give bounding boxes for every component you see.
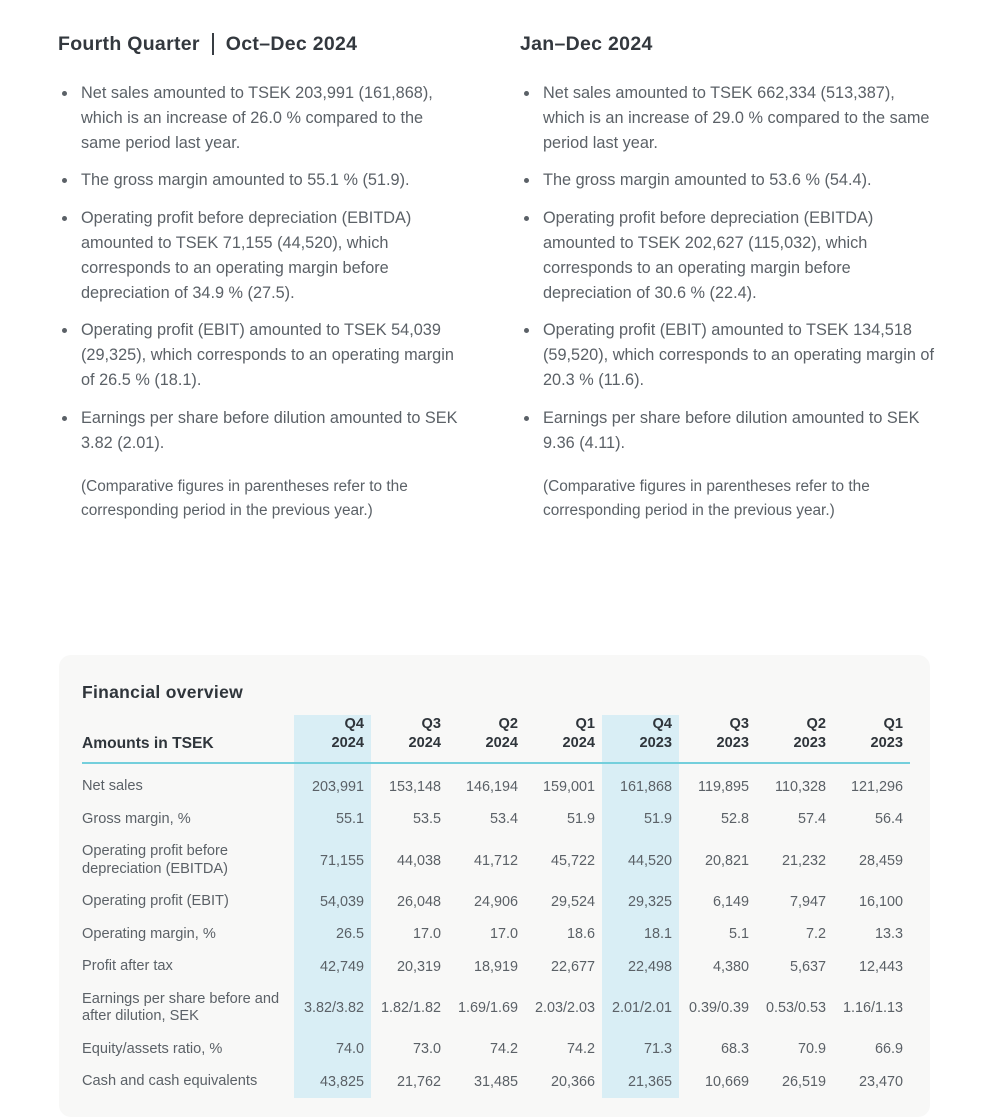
table-cell: 68.3 [720, 1041, 749, 1058]
column-header-q4-2024: Q4 2024 [294, 715, 371, 763]
table-cell: 74.2 [566, 1041, 595, 1058]
row-label: Profit after tax [82, 958, 173, 974]
table-cell: 45,722 [550, 852, 595, 869]
bullet-item: Operating profit before depreciation (EBITDA) amounted to TSEK 71,155 (44,520), which corresponds to an operating margin before depreciation of 34.9 % (27.5). [58, 206, 458, 305]
table-cell: 10,669 [704, 1073, 749, 1090]
table-row [82, 836, 910, 886]
table-cell: 70.9 [797, 1041, 826, 1058]
table-cell: 17.0 [489, 926, 518, 943]
column-header-q1-2023: Q1 2023 [833, 715, 910, 763]
column-header-q4-2023: Q4 2023 [602, 715, 679, 763]
table-cell: 21,762 [396, 1073, 441, 1090]
table-cell: 29,524 [550, 893, 595, 910]
row-label: Operating profit before depreciation (EBITDA) [82, 843, 229, 877]
row-label: Equity/assets ratio, % [82, 1040, 223, 1057]
table-cell: 51.9 [566, 811, 595, 828]
table-cell: 52.8 [720, 811, 749, 828]
bullet-item: Earnings per share before dilution amounted to SEK 3.82 (2.01). [58, 406, 458, 456]
financial-overview-title: Financial overview [82, 682, 244, 702]
table-cell: 1.69/1.69 [457, 1000, 518, 1016]
table-cell: 22,677 [550, 958, 595, 975]
table-cell: 41,712 [473, 852, 518, 869]
table-cell: 66.9 [874, 1041, 903, 1058]
table-row [82, 918, 910, 951]
row-header-label: Amounts in TSEK [82, 715, 294, 763]
bullet-item: The gross margin amounted to 53.6 % (54.4). [520, 168, 934, 193]
table-row [82, 1033, 910, 1066]
column-header-q2-2023: Q2 2023 [756, 715, 833, 763]
row-label: Earnings per share before and after dilution, SEK [82, 990, 280, 1024]
table-cell: 21,365 [602, 1066, 679, 1099]
table-cell: 44,520 [602, 836, 679, 886]
table-cell: 54,039 [294, 886, 371, 919]
bullet-item: Net sales amounted to TSEK 662,334 (513,387), which is an increase of 29.0 % compared to the same period last year. [520, 81, 934, 155]
column-header-q3-2023: Q3 2023 [679, 715, 756, 763]
table-cell: 159,001 [542, 778, 595, 795]
row-label: Operating profit (EBIT) [82, 893, 229, 909]
table-row [82, 983, 910, 1033]
section-title-right: Oct–Dec 2024 [225, 32, 358, 55]
comparative-note: (Comparative figures in parentheses refer to the corresponding period in the previous year.) [81, 478, 408, 519]
bullet-item: The gross margin amounted to 55.1 % (51.9). [58, 168, 458, 193]
table-cell: 2.03/2.03 [534, 1000, 595, 1016]
table-cell: 2.01/2.01 [602, 983, 679, 1033]
table-cell: 0.53/0.53 [765, 1000, 826, 1016]
table-cell: 71,155 [294, 836, 371, 886]
bullet-item: Operating profit (EBIT) amounted to TSEK 134,518 (59,520), which corresponds to an operating margin of 20.3 % (11.6). [520, 318, 934, 392]
table-cell: 110,328 [775, 778, 826, 795]
table-cell: 20,821 [704, 852, 749, 869]
table-cell: 26.5 [294, 918, 371, 951]
table-cell: 16,100 [858, 893, 903, 910]
section-title-full-year [520, 31, 934, 57]
table-cell: 4,380 [712, 958, 749, 975]
table-cell: 73.0 [412, 1041, 441, 1058]
table-cell: 18.6 [566, 926, 595, 943]
table-cell: 51.9 [602, 803, 679, 836]
table-cell: 1.16/1.13 [842, 1000, 903, 1016]
table-cell: 23,470 [858, 1073, 903, 1090]
table-cell: 21,232 [781, 852, 826, 869]
section-title-left: Fourth Quarter [58, 32, 200, 55]
row-label: Gross margin, % [82, 810, 191, 827]
table-cell: 71.3 [602, 1033, 679, 1066]
table-cell: 43,825 [294, 1066, 371, 1099]
table-cell: 7.2 [805, 926, 826, 943]
column-header-q1-2024: Q1 2024 [525, 715, 602, 763]
table-cell: 29,325 [602, 886, 679, 919]
section-title-text: Jan–Dec 2024 [520, 32, 653, 55]
table-cell: 12,443 [858, 958, 903, 975]
table-cell: 161,868 [602, 763, 679, 803]
table-cell: 53.5 [412, 811, 441, 828]
table-cell: 20,319 [396, 958, 441, 975]
bullet-item: Operating profit before depreciation (EBITDA) amounted to TSEK 202,627 (115,032), which corresponds to an operating margin before depreciation of 30.6 % (22.4). [520, 206, 934, 305]
table-row [82, 951, 910, 984]
title-divider [212, 33, 214, 55]
bullet-list-fourth-quarter [58, 81, 458, 455]
table-cell: 26,048 [396, 893, 441, 910]
table-cell: 74.2 [489, 1041, 518, 1058]
table-cell: 146,194 [465, 778, 518, 795]
table-cell: 22,498 [602, 951, 679, 984]
financial-overview-table [82, 715, 910, 1098]
table-cell: 24,906 [473, 893, 518, 910]
table-cell: 20,366 [550, 1073, 595, 1090]
table-cell: 5,637 [789, 958, 826, 975]
section-fourth-quarter [58, 31, 458, 522]
table-cell: 13.3 [874, 926, 903, 943]
section-full-year [520, 31, 934, 522]
table-header-row [82, 715, 910, 763]
table-cell: 57.4 [797, 811, 826, 828]
table-body [82, 763, 910, 1098]
bullet-item: Net sales amounted to TSEK 203,991 (161,868), which is an increase of 26.0 % compared to the same period last year. [58, 81, 458, 155]
comparative-note: (Comparative figures in parentheses refer to the corresponding period in the previous year.) [543, 478, 870, 519]
table-cell: 55.1 [294, 803, 371, 836]
section-title-fourth-quarter [58, 31, 458, 57]
table-cell: 18,919 [473, 958, 518, 975]
table-cell: 0.39/0.39 [688, 1000, 749, 1016]
table-cell: 28,459 [858, 852, 903, 869]
table-cell: 121,296 [850, 778, 903, 795]
column-header-q2-2024: Q2 2024 [448, 715, 525, 763]
column-header-q3-2024: Q3 2024 [371, 715, 448, 763]
table-cell: 3.82/3.82 [294, 983, 371, 1033]
table-cell: 203,991 [294, 763, 371, 803]
row-label: Net sales [82, 778, 143, 794]
bullet-item: Earnings per share before dilution amounted to SEK 9.36 (4.11). [520, 406, 934, 456]
table-cell: 53.4 [489, 811, 518, 828]
table-row [82, 763, 910, 803]
table-cell: 18.1 [602, 918, 679, 951]
financial-overview-card [59, 655, 930, 1117]
table-cell: 1.82/1.82 [380, 1000, 441, 1016]
summary-columns [58, 31, 934, 522]
table-cell: 5.1 [728, 926, 749, 943]
table-cell: 6,149 [712, 893, 749, 910]
table-row [82, 886, 910, 919]
table-cell: 42,749 [294, 951, 371, 984]
bullet-list-full-year [520, 81, 934, 455]
table-cell: 17.0 [412, 926, 441, 943]
table-row [82, 1066, 910, 1099]
row-label: Operating margin, % [82, 925, 216, 942]
table-cell: 153,148 [388, 778, 441, 795]
table-cell: 26,519 [781, 1073, 826, 1090]
table-cell: 31,485 [473, 1073, 518, 1090]
table-cell: 7,947 [789, 893, 826, 910]
table-cell: 44,038 [396, 852, 441, 869]
bullet-item: Operating profit (EBIT) amounted to TSEK 54,039 (29,325), which corresponds to an operating margin of 26.5 % (18.1). [58, 318, 458, 392]
table-cell: 119,895 [698, 778, 749, 795]
table-cell: 74.0 [294, 1033, 371, 1066]
table-row [82, 803, 910, 836]
table-cell: 56.4 [874, 811, 903, 828]
row-label: Cash and cash equivalents [82, 1073, 258, 1089]
